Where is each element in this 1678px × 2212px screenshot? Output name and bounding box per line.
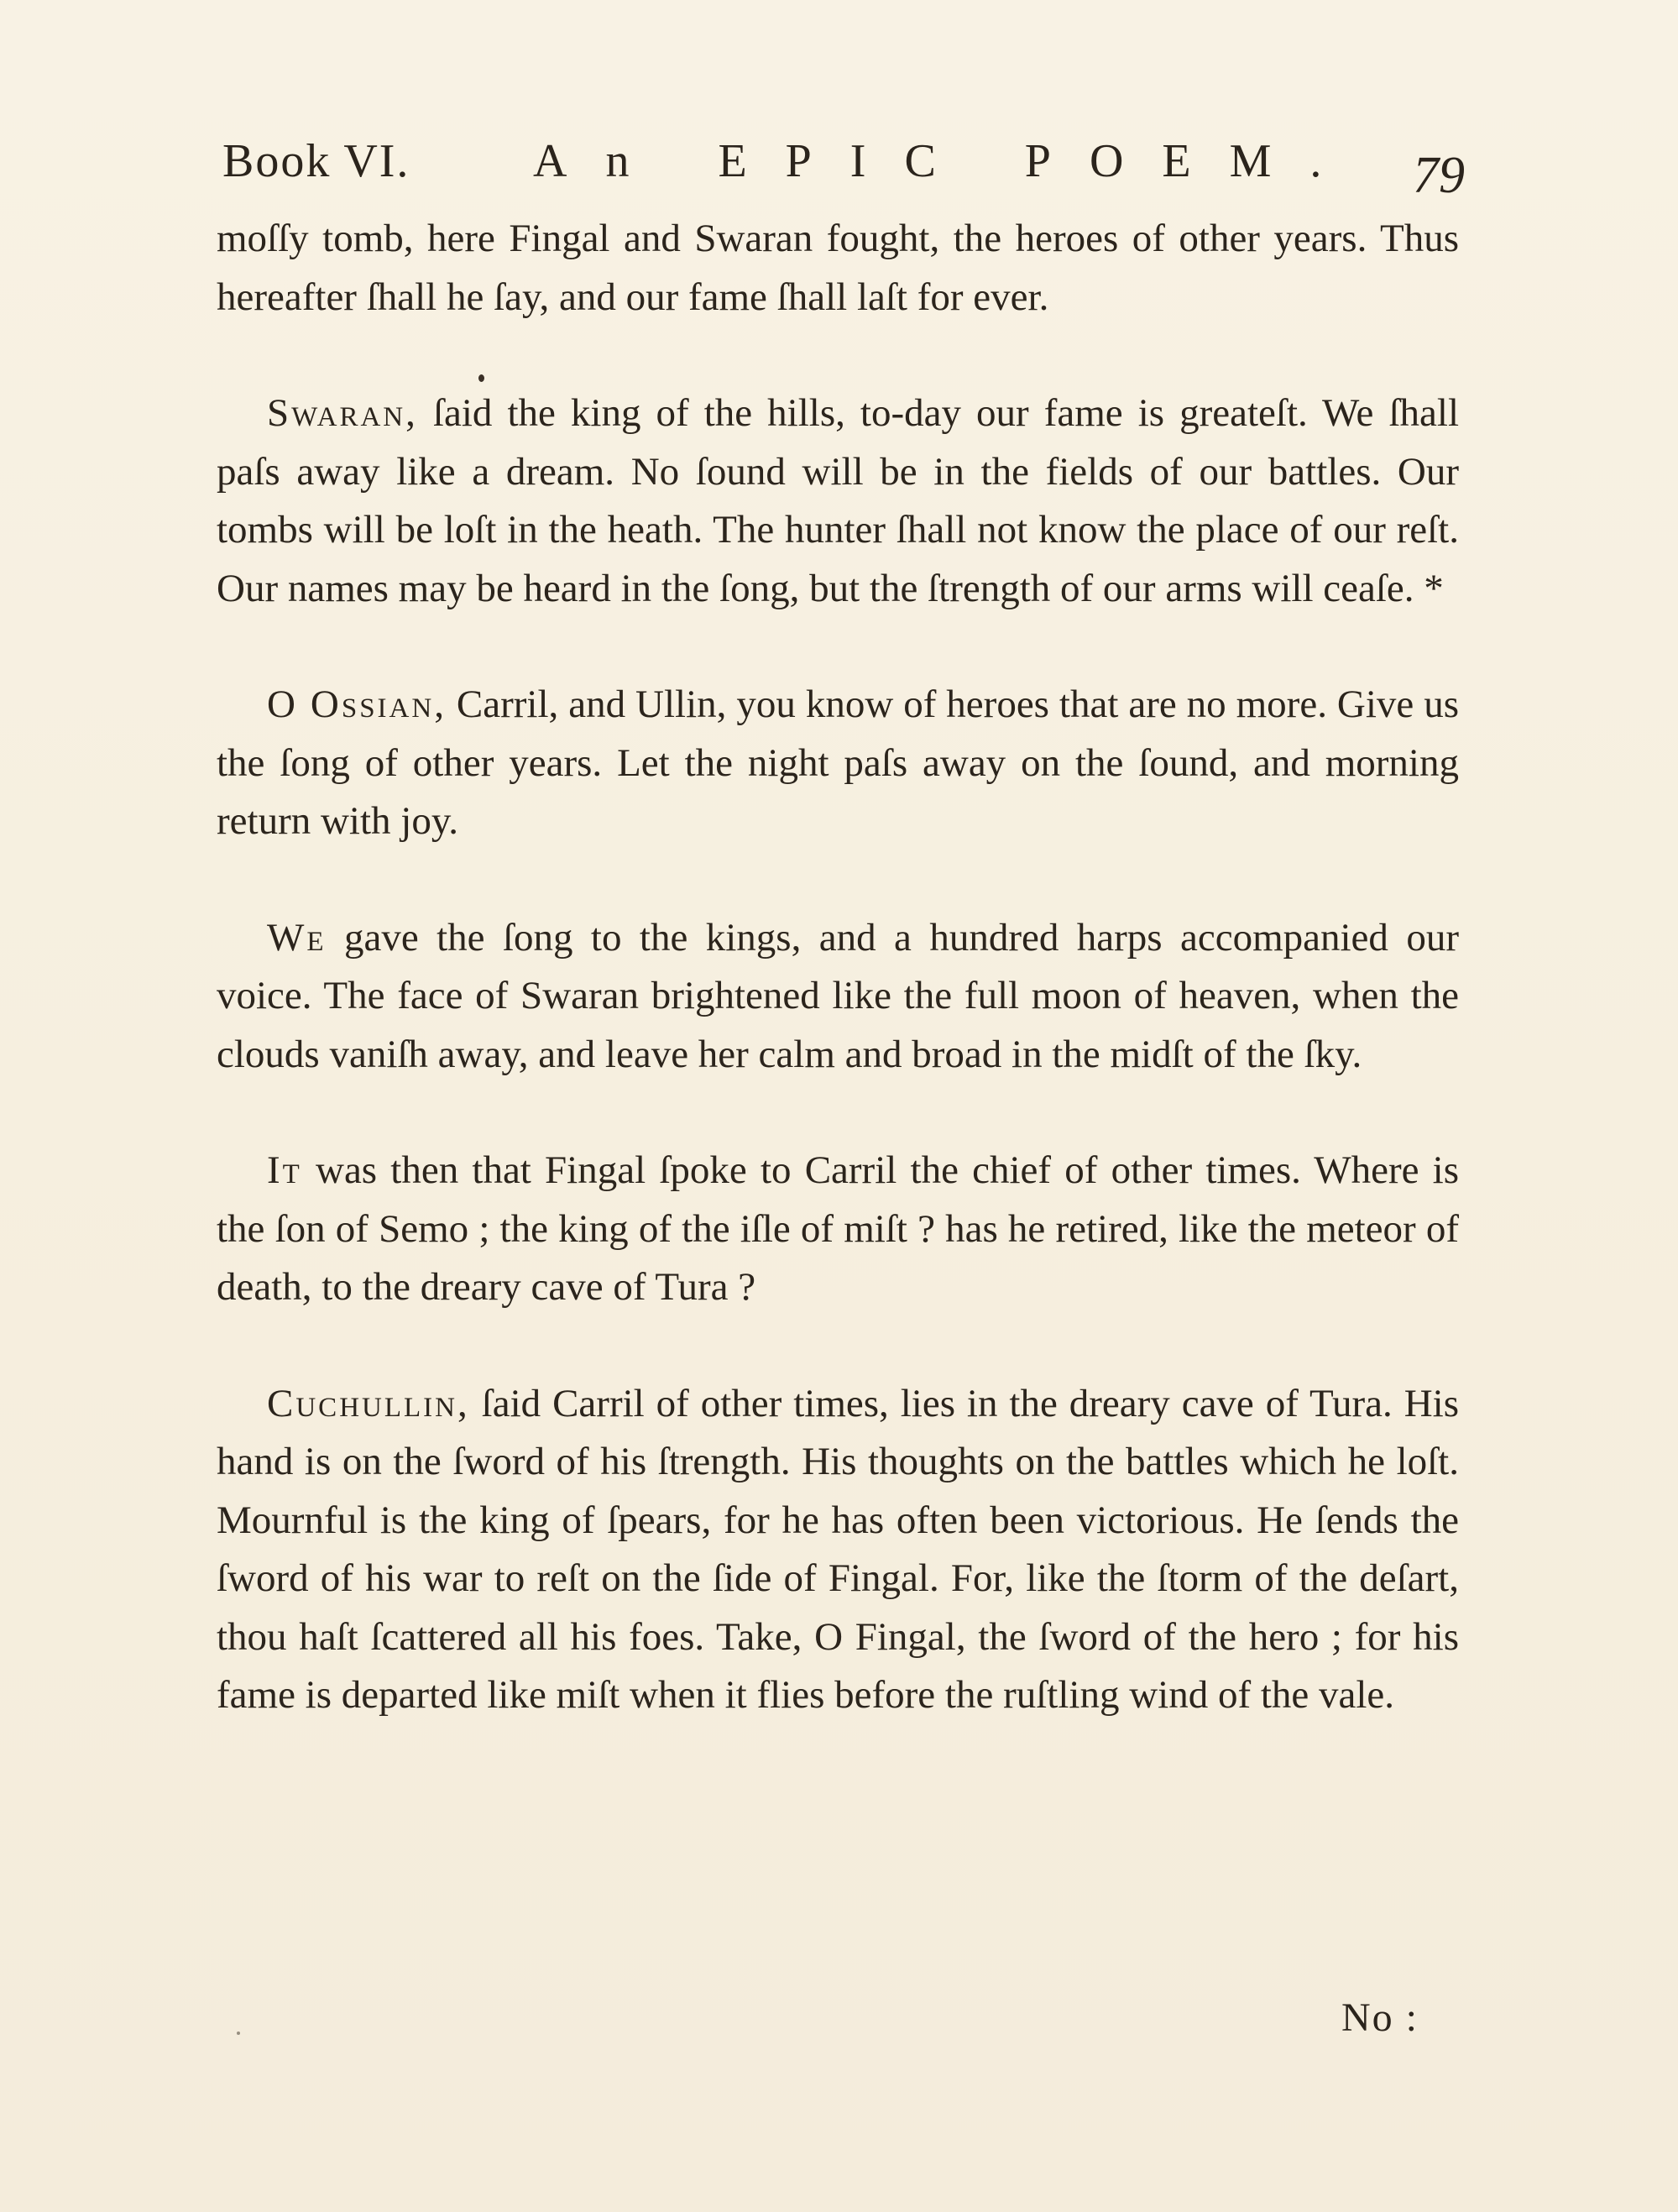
catchword: No :: [1341, 1995, 1419, 2040]
paragraph-4-text: gave the ſong to the kings, and a hundred harps accompanied our voice. The face of Swaran brightened like the full moon of heaven, when the clouds vaniſh away, and leave her calm and broad in the midſt of the ſky.: [217, 915, 1459, 1076]
ink-speck: [237, 2032, 240, 2035]
paragraph-5-text: was then that Fingal ſpoke to Carril the chief of other times. Where is the ſon of Semo ; the king of the iſle of miſt ? has he retired, like the meteor of death, to the dreary cave of Tura ?: [217, 1148, 1459, 1309]
running-head-book: Book VI.: [222, 135, 410, 187]
paragraph-3-lead: O Ossian,: [267, 682, 447, 726]
paragraph-6-text: ſaid Carril of other times, lies in the dreary cave of Tura. His hand is on the ſword of his ſtrength. His thoughts on the battles which he loſt. Mournful is the king of ſpears, for he has often been victorious. He ſends the ſword of his war to reſt on the ſide of Fingal. For, like the ſtorm of the deſart, thou haſt ſcattered all his foes. Take, O Fingal, the ſword of the hero ; for his fame is departed like miſt when it flies before the ruſtling wind of the vale.: [217, 1381, 1459, 1717]
paragraph-2: [217, 384, 1459, 618]
running-head-title: An EPIC POEM.: [533, 135, 1361, 187]
paragraph-5-lead: It: [267, 1148, 302, 1192]
body-text: [217, 210, 1459, 1725]
paragraph-1: [217, 210, 1459, 327]
paragraph-2-text: ſaid the king of the hills, to-day our fame is greateſt. We ſhall paſs away like a dream. No ſound will be in the fields of our battles. Our tombs will be loſt in the heath. The hunter ſhall not know the place of our reſt. Our names may be heard in the ſong, but the ſtrength of our arms will ceaſe. *: [217, 391, 1459, 610]
paragraph-1-text: moſſy tomb, here Fingal and Swaran fought, the heroes of other years. Thus hereafter ſhall he ſay, and our fame ſhall laſt for ever.: [217, 217, 1459, 319]
running-header: [222, 126, 1465, 204]
paragraph-4: [217, 909, 1459, 1085]
paragraph-3-text: Carril, and Ullin, you know of heroes that are no more. Give us the ſong of other years. Let the night paſs away on the ſound, and morning return with joy.: [217, 682, 1459, 843]
paragraph-4-lead: We: [267, 915, 327, 960]
ink-speck: [478, 374, 484, 382]
paragraph-6-lead: Cuchullin,: [267, 1381, 470, 1425]
paragraph-6: [217, 1375, 1459, 1725]
paragraph-2-lead: Swaran,: [267, 391, 418, 435]
paragraph-5: [217, 1142, 1459, 1317]
paragraph-3: [217, 676, 1459, 851]
page-number: 79: [1413, 147, 1465, 204]
